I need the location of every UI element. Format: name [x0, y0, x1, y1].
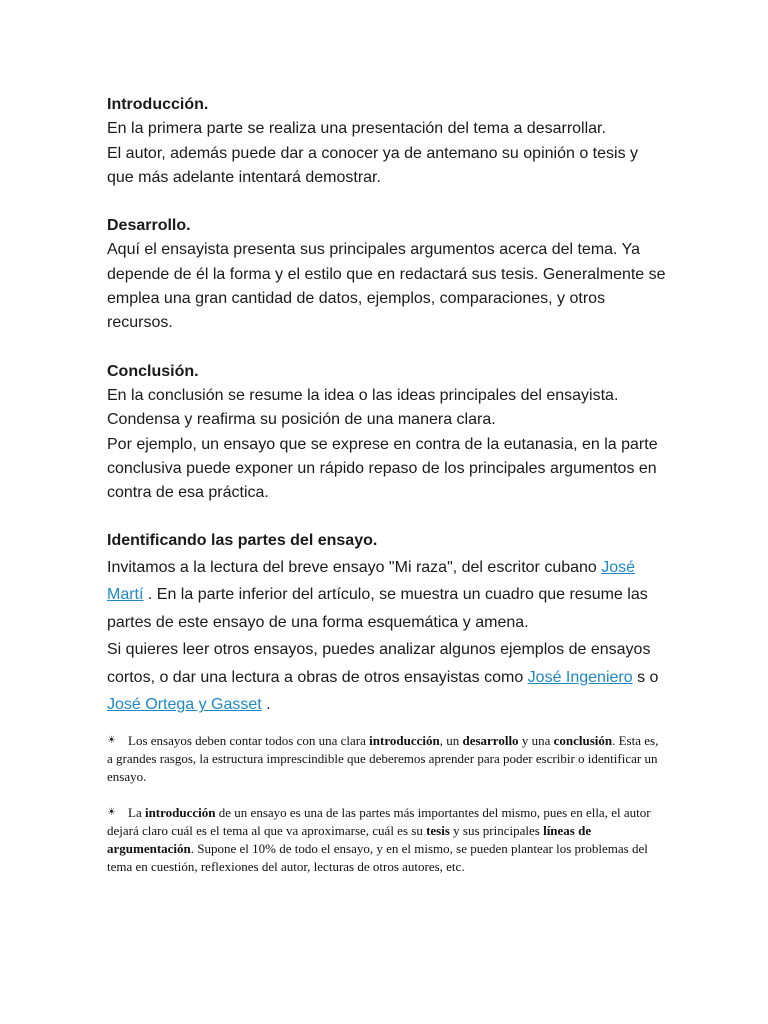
heading-conclusion: Conclusión. [107, 362, 199, 380]
p1-text-before: Invitamos a la lectura del breve ensayo "Mi raza", del escritor cubano [107, 558, 602, 576]
note-2 [107, 804, 662, 876]
sun-bullet-icon: ☀ [107, 734, 116, 746]
note-2-bold-lineas: líneas de argumentación [107, 822, 592, 856]
identificando-paragraph-2 [107, 636, 667, 719]
note-1-text-4: . Esta es, a grandes rasgos, la estructura imprescindible que deberemos aprender para poder escribir o identificar un ensayo. [107, 732, 659, 784]
identificando-paragraph-1 [107, 554, 667, 637]
heading-introduccion: Introducción. [107, 96, 209, 113]
section-desarrollo [107, 214, 667, 335]
note-1-bold-conclusion: conclusión [553, 732, 613, 748]
note-1-text-3: y una [518, 732, 554, 748]
p2-text-before: Si quieres leer otros ensayos, puedes analizar algunos ejemplos de ensayos cortos, o dar una lectura a obras de otros ensayistas como [107, 641, 651, 686]
note-1-bold-desarrollo: desarrollo [462, 732, 519, 748]
link-jose-ortega-y-gasset[interactable]: José Ortega y Gasset [107, 696, 262, 714]
note-1-text-1: Los ensayos deben contar todos con una clara [128, 732, 370, 748]
note-2-text-1: La [128, 804, 145, 820]
p2-text-after: . [261, 696, 271, 714]
note-2-text-3: y sus principales [449, 822, 544, 838]
intro-line-1: En la primera parte se realiza una presentación del tema a desarrollar. [107, 120, 606, 138]
section-introduccion [107, 93, 667, 190]
intro-line-2: El autor, además puede dar a conocer ya de antemano su opinión o tesis y que más adelante intentará demostrar. [107, 144, 639, 186]
link-jose-ingeniero[interactable]: José Ingeniero [527, 668, 633, 686]
conclusion-line-1: En la conclusión se resume la idea o las ideas principales del ensayista. [107, 386, 619, 404]
section-identificando [107, 529, 667, 718]
p2-text-mid: s o [632, 668, 659, 686]
note-1-text-2: , un [439, 732, 463, 748]
desarrollo-text: Aquí el ensayista presenta sus principales argumentos acerca del tema. Ya depende de él la forma y el estilo que en redactará sus tesis. Generalmente se emplea una gran cantidad de datos, ejemplos, comparaciones, y otros recursos. [107, 241, 666, 332]
note-2-text-4: . Supone el 10% de todo el ensayo, y en el mismo, se pueden plantear los problemas del tema en cuestión, reflexiones del autor, lecturas de otros autores, etc. [107, 840, 648, 874]
note-2-bold-introduccion: introducción [144, 804, 216, 820]
sun-bullet-icon: ☀ [107, 806, 116, 818]
conclusion-line-3: Por ejemplo, un ensayo que se exprese en contra de la eutanasia, en la parte conclusiva puede exponer un rápido repaso de los principales argumentos en contra de esa práctica. [107, 435, 658, 502]
heading-desarrollo: Desarrollo. [107, 217, 191, 235]
note-2-text-2: de un ensayo es una de las partes más importantes del mismo, pues en ella, el autor dejará claro cuál es el tema al que va aproximarse, cuál es su [107, 804, 651, 838]
conclusion-line-2: Condensa y reafirma su posición de una manera clara. [107, 411, 496, 429]
notes-block [107, 732, 662, 876]
note-2-bold-tesis: tesis [426, 822, 450, 838]
p1-text-after: . En la parte inferior del artículo, se muestra un cuadro que resume las partes de este ensayo de una forma esquemática y amena. [107, 586, 648, 631]
section-conclusion [107, 360, 667, 506]
heading-identificando: Identificando las partes del ensayo. [107, 532, 378, 550]
document-body [107, 93, 667, 876]
note-1-bold-introduccion: introducción [369, 732, 440, 748]
note-1 [107, 732, 662, 786]
link-jose-marti[interactable]: José Martí [107, 558, 636, 604]
